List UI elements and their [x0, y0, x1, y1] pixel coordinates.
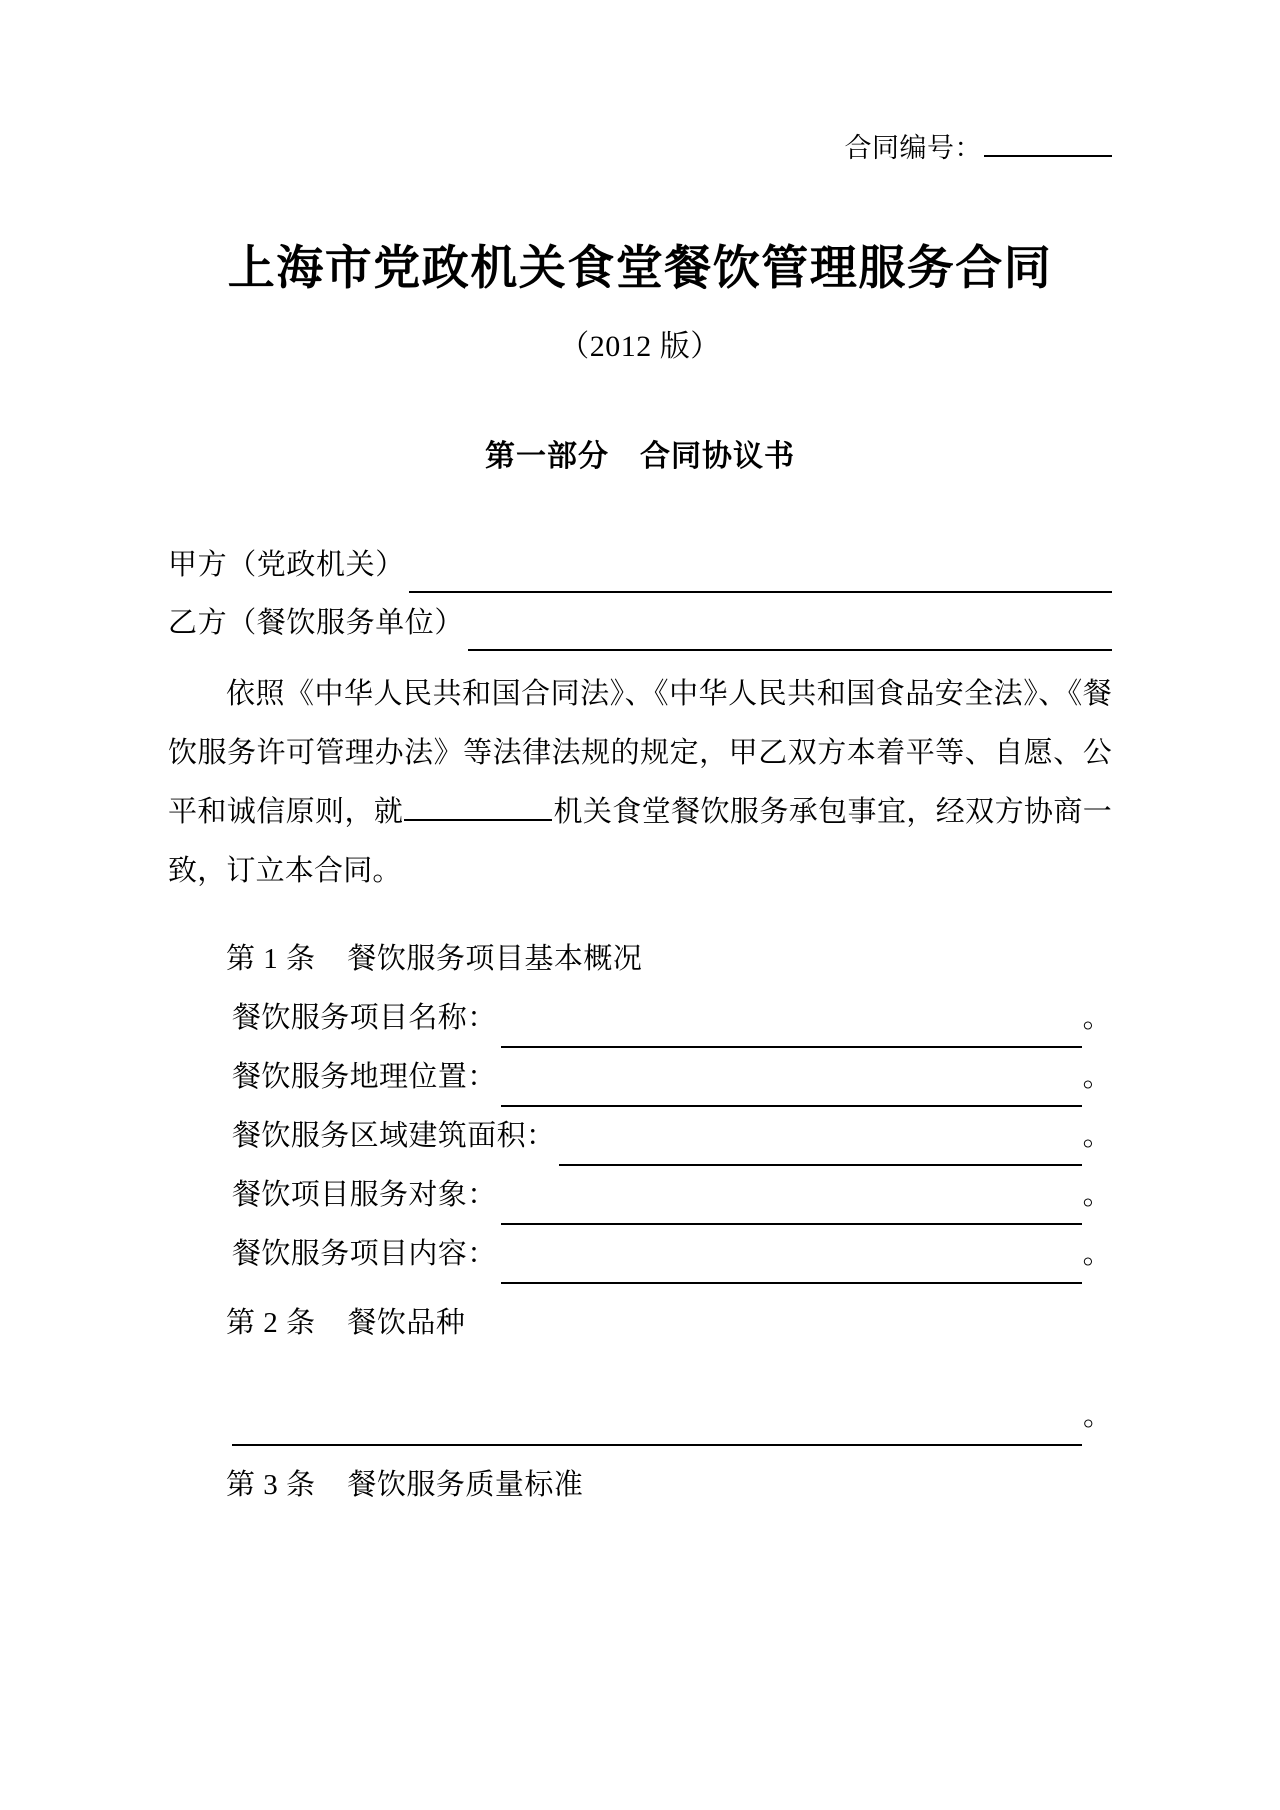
- field-row-project-name: [232, 989, 1112, 1048]
- field-label-project-name: 餐饮服务项目名称：: [232, 1001, 497, 1034]
- clause-1-number: 第 1 条: [226, 942, 316, 975]
- party-label-jiafang: 甲方（党政机关）: [168, 548, 405, 581]
- field-terminator-location: 。: [1082, 1060, 1112, 1093]
- contract-number-blank[interactable]: [984, 130, 1112, 157]
- field-terminator-service-target: 。: [1082, 1178, 1112, 1211]
- clause-2-terminator: 。: [1082, 1399, 1112, 1432]
- contract-number-header: [168, 130, 1112, 164]
- field-row-location: [232, 1048, 1112, 1107]
- field-blank-project-name[interactable]: [501, 1019, 1082, 1048]
- field-row-floor-area: [232, 1107, 1112, 1166]
- contract-number-label: 合同编号：: [844, 133, 982, 163]
- field-row-project-content: [232, 1225, 1112, 1284]
- field-label-floor-area: 餐饮服务区域建筑面积：: [232, 1119, 556, 1152]
- parties-block: [168, 537, 1112, 1515]
- party-row-yifang: [168, 595, 1112, 651]
- field-row-service-target: [232, 1166, 1112, 1225]
- clause-1-title: 餐饮服务项目基本概况: [347, 942, 643, 975]
- preamble-inline-blank[interactable]: [404, 793, 552, 821]
- field-blank-project-content[interactable]: [501, 1255, 1082, 1284]
- clause-2-blank-row: [232, 1387, 1112, 1446]
- field-label-project-content: 餐饮服务项目内容：: [232, 1237, 497, 1270]
- preamble-text-after-blank: 机关食堂餐饮服务承包事宜，经双方协商一致，订立本合同。: [168, 795, 1112, 887]
- clause-2-heading: [168, 1294, 1112, 1353]
- field-blank-service-target[interactable]: [501, 1196, 1082, 1225]
- clause-3-heading: [168, 1456, 1112, 1515]
- party-label-yifang: 乙方（餐饮服务单位）: [168, 606, 465, 639]
- field-blank-location[interactable]: [501, 1078, 1082, 1107]
- clause-2-blank-line[interactable]: [232, 1417, 1082, 1446]
- clause-1-heading: [168, 930, 1112, 989]
- preamble-paragraph: [168, 665, 1112, 901]
- field-blank-floor-area[interactable]: [559, 1137, 1081, 1166]
- field-label-location: 餐饮服务地理位置：: [232, 1060, 497, 1093]
- field-terminator-project-content: 。: [1082, 1237, 1112, 1270]
- party-blank-jiafang[interactable]: [409, 564, 1112, 593]
- page-title: 上海市党政机关食堂餐饮管理服务合同: [227, 242, 1053, 295]
- clause-2-number: 第 2 条: [226, 1306, 316, 1339]
- document-subtitle: （2012 版）: [559, 329, 721, 363]
- preamble-text-before-blank: 依照《中华人民共和国合同法》、《中华人民共和国食品安全法》、《餐饮服务许可管理办法》等法律法规的规定，甲乙双方本着平等、自愿、公平和诚信原则，就: [168, 677, 1112, 828]
- part-one-heading: 第一部分 合同协议书: [485, 439, 795, 473]
- field-label-service-target: 餐饮项目服务对象：: [232, 1178, 497, 1211]
- field-terminator-project-name: 。: [1082, 1001, 1112, 1034]
- document-content-column: [168, 0, 1112, 1515]
- field-terminator-floor-area: 。: [1082, 1119, 1112, 1152]
- party-row-jiafang: [168, 537, 1112, 593]
- clause-2-title: 餐饮品种: [347, 1306, 466, 1339]
- clause-3-title: 餐饮服务质量标准: [347, 1468, 584, 1501]
- clause-3-number: 第 3 条: [226, 1468, 316, 1501]
- party-blank-yifang[interactable]: [468, 622, 1112, 651]
